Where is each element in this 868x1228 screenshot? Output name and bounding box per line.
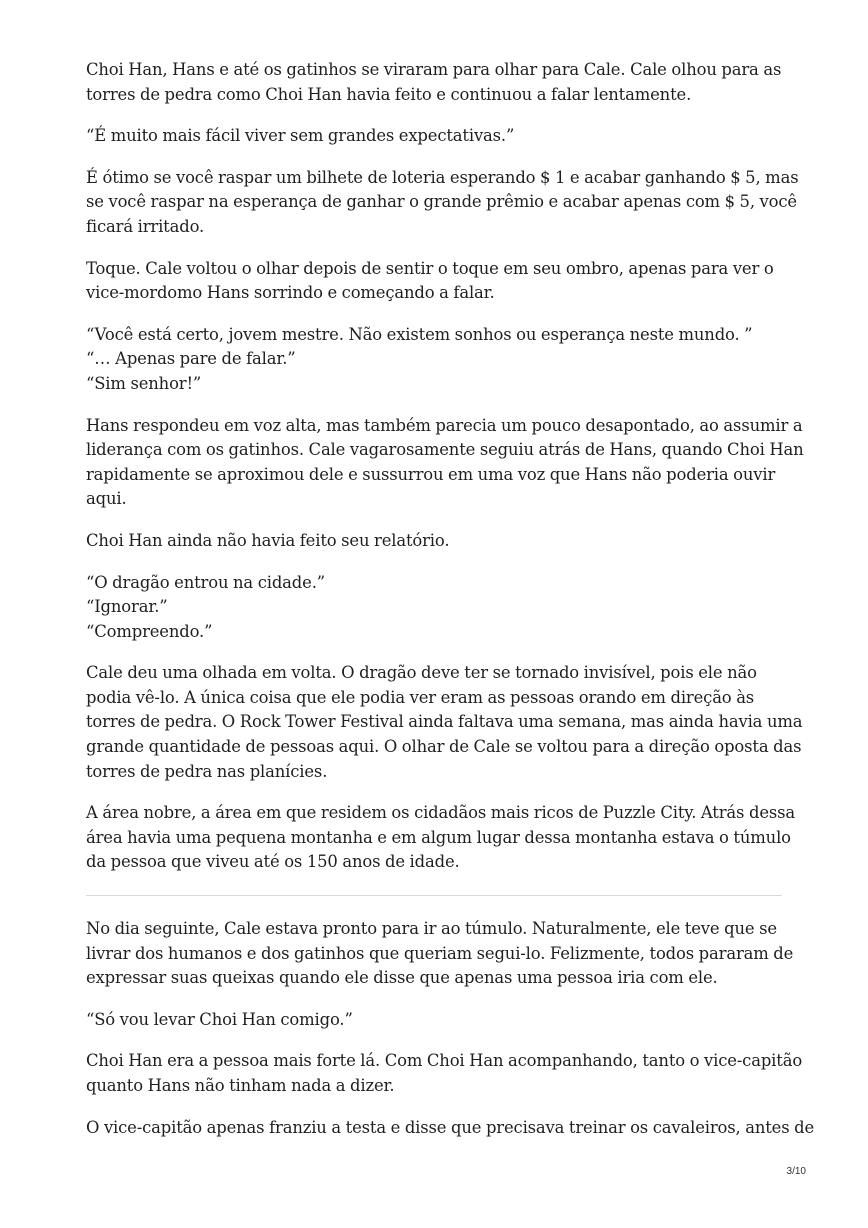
text-line: se você raspar na esperança de ganhar o grande prêmio e acabar apenas com $ 5, você <box>86 192 797 212</box>
paragraph <box>86 801 796 875</box>
page-number: 3/10 <box>786 1166 806 1177</box>
document-page <box>86 58 815 1157</box>
paragraph <box>86 917 794 991</box>
text-line: Cale deu uma olhada em volta. O dragão deve ter se tornado invisível, pois ele não <box>86 663 757 683</box>
paragraph <box>86 571 786 645</box>
paragraph <box>86 1116 815 1141</box>
text-line: A área nobre, a área em que residem os cidadãos mais ricos de Puzzle City. Atrás dessa <box>86 803 796 823</box>
paragraph <box>86 1008 786 1033</box>
section-after-divider <box>86 917 815 1140</box>
text-line: torres de pedra. O Rock Tower Festival ainda faltava uma semana, mas ainda havia uma <box>86 712 803 732</box>
text-line: da pessoa que viveu até os 150 anos de idade. <box>86 852 460 872</box>
text-line: Toque. Cale voltou o olhar depois de sentir o toque em seu ombro, apenas para ver o <box>86 258 774 278</box>
paragraph <box>86 323 786 397</box>
paragraph <box>86 166 799 240</box>
section-before-divider <box>86 58 804 875</box>
text-line: torres de pedra nas planícies. <box>86 761 328 781</box>
paragraph <box>86 529 786 554</box>
text-line: Choi Han, Hans e até os gatinhos se viraram para olhar para Cale. Cale olhou para as <box>86 60 782 79</box>
text-line: “Você está certo, jovem mestre. Não existem sonhos ou esperança neste mundo. ” <box>86 324 753 344</box>
text-line: “Só vou levar Choi Han comigo.” <box>86 1009 353 1029</box>
text-line: No dia seguinte, Cale estava pronto para ir ao túmulo. Naturalmente, ele teve que se <box>86 919 777 939</box>
text-line: liderança com os gatinhos. Cale vagarosamente seguiu atrás de Hans, quando Choi Han <box>86 440 804 460</box>
text-line: “Compreendo.” <box>86 621 213 641</box>
text-line: “Ignorar.” <box>86 597 168 617</box>
text-line: É ótimo se você raspar um bilhete de loteria esperando $ 1 e acabar ganhando $ 5, mas <box>86 167 799 187</box>
text-line: quanto Hans não tinham nada a dizer. <box>86 1076 395 1095</box>
text-line: “… Apenas pare de falar.” <box>86 349 296 369</box>
text-line: Choi Han era a pessoa mais forte lá. Com Choi Han acompanhando, tanto o vice-capitão <box>86 1051 803 1071</box>
text-line: Choi Han ainda não havia feito seu relatório. <box>86 530 450 550</box>
text-line: área havia uma pequena montanha e em algum lugar dessa montanha estava o túmulo <box>86 827 791 847</box>
paragraph <box>86 1049 803 1098</box>
text-line: torres de pedra como Choi Han havia feito e continuou a falar lentamente. <box>86 84 692 104</box>
paragraph <box>86 58 786 107</box>
text-line: grande quantidade de pessoas aqui. O olhar de Cale se voltou para a direção oposta das <box>86 737 802 757</box>
text-line: aqui. <box>86 489 127 509</box>
text-line: O vice-capitão apenas franziu a testa e disse que precisava treinar os cavaleiros, antes de <box>86 1117 815 1137</box>
text-line: “É muito mais fácil viver sem grandes expectativas.” <box>86 126 515 146</box>
text-line: Hans respondeu em voz alta, mas também parecia um pouco desapontado, ao assumir a <box>86 415 803 435</box>
text-line: podia vê-lo. A única coisa que ele podia ver eram as pessoas orando em direção às <box>86 687 755 707</box>
text-line: “O dragão entrou na cidade.” <box>86 572 325 592</box>
text-line: ficará irritado. <box>86 216 205 236</box>
text-line: expressar suas queixas quando ele disse que apenas uma pessoa iria com ele. <box>86 968 718 988</box>
text-line: vice-mordomo Hans sorrindo e começando a falar. <box>86 283 495 303</box>
section-divider <box>86 895 782 896</box>
text-line: “Sim senhor!” <box>86 373 202 393</box>
text-line: livrar dos humanos e dos gatinhos que queriam segui-lo. Felizmente, todos pararam de <box>86 943 794 963</box>
paragraph <box>86 124 786 149</box>
text-line: rapidamente se aproximou dele e sussurrou em uma voz que Hans não poderia ouvir <box>86 464 776 484</box>
paragraph <box>86 414 804 512</box>
paragraph <box>86 661 803 784</box>
paragraph <box>86 257 786 306</box>
